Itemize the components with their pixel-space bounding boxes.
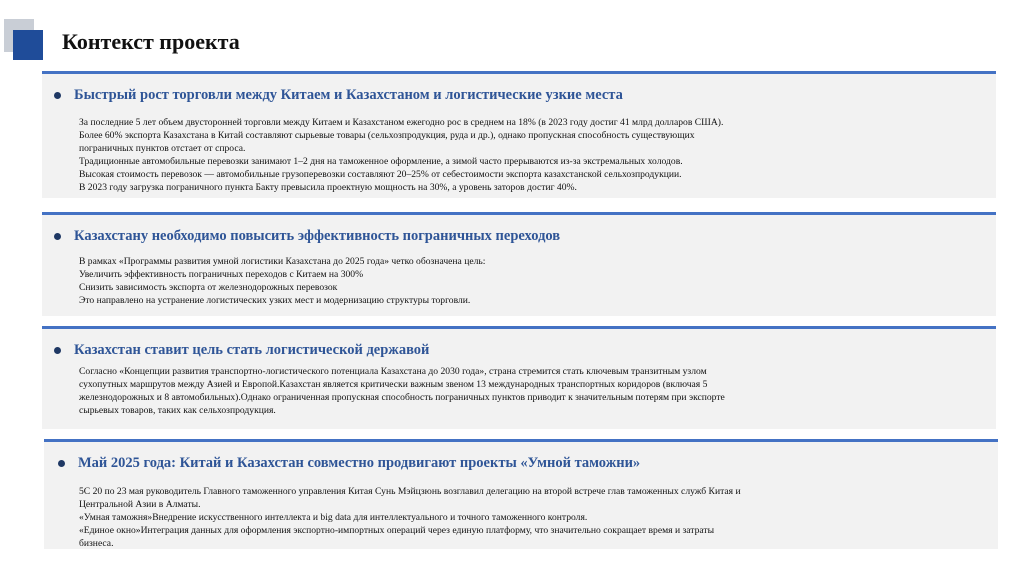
context-card-border-efficiency: [42, 212, 996, 316]
bullet-icon: [54, 92, 61, 99]
bullet-icon: [58, 460, 65, 467]
card-line: Более 60% экспорта Казахстана в Китай составляют сырьевые товары (сельхозпродукция, руда и др.), однако пропускная способность существующих: [79, 130, 695, 141]
card-line: Согласно «Концепции развития транспортно-логистического потенциала Казахстана до 2030 года», страна стремится стать ключевым транзитным узлом: [79, 366, 707, 377]
context-card-smart-customs: [44, 439, 998, 549]
card-line: Снизить зависимость экспорта от железнодорожных перевозок: [79, 282, 338, 293]
logo-square-front: [13, 30, 43, 60]
card-header: [54, 342, 429, 359]
card-line: Традиционные автомобильные перевозки занимают 1–2 дня на таможенное оформление, а зимой часто прерываются из-за экстремальных холодов.: [79, 156, 683, 167]
card-title: Быстрый рост торговли между Китаем и Казахстаном и логистические узкие места: [74, 87, 623, 103]
card-line: Высокая стоимость перевозок — автомобильные грузоперевозки составляют 20–25% от себестоимости экспорта казахстанской сельхозпродукции.: [79, 169, 682, 180]
card-line: Увеличить эффективность пограничных переходов с Китаем на 300%: [79, 269, 364, 280]
card-line: сухопутных маршрутов между Азией и Европой.Казахстан является критически важным звеном 13 международных транспортных коридоров (включая 5: [79, 379, 708, 390]
bullet-icon: [54, 233, 61, 240]
card-title: Май 2025 года: Китай и Казахстан совместно продвигают проекты «Умной таможни»: [78, 455, 641, 471]
bullet-icon: [54, 347, 61, 354]
card-body: [79, 365, 725, 417]
card-body: [79, 116, 723, 194]
card-line: Центральной Азии в Алматы.: [79, 499, 201, 510]
card-line: В 2023 году загрузка пограничного пункта Бакту превысила проектную мощность на 30%, а уровень заторов достиг 40%.: [79, 182, 577, 193]
card-line: За последние 5 лет объем двусторонней торговли между Китаем и Казахстаном ежегодно рос в среднем на 18% (в 2023 году достиг 41 млрд долларов США).: [79, 117, 724, 128]
card-header: [54, 87, 623, 104]
context-card-logistics-power: [42, 326, 996, 429]
card-body: [79, 485, 741, 550]
card-header: [54, 228, 560, 245]
card-line: пограничных пунктов отстает от спроса.: [79, 143, 246, 154]
card-title: Казахстан ставит цель стать логистической державой: [74, 342, 430, 358]
card-line: Это направлено на устранение логистических узких мест и модернизацию структуры торговли.: [79, 295, 471, 306]
card-header: [58, 455, 640, 472]
card-line: «Единое окно»Интеграция данных для оформления экспортно-импортных операций через единую платформу, что значительно сокращает время и затраты: [79, 525, 715, 536]
card-line: В рамках «Программы развития умной логистики Казахстана до 2025 года» четко обозначена цель:: [79, 256, 486, 267]
card-line: «Умная таможня»Внедрение искусственного интеллекта и big data для интеллектуального и точного таможенного контроля.: [79, 512, 588, 523]
card-line: бизнеса.: [79, 538, 114, 549]
card-line: железнодорожных и 8 автомобильных).Однако ограниченная пропускная способность пограничных пунктов приводит к значительным потерям при экспорте: [79, 392, 725, 403]
page-title: Контекст проекта: [62, 29, 240, 54]
context-card-trade-growth: [42, 71, 996, 198]
card-body: [79, 255, 485, 307]
card-line: 5С 20 по 23 мая руководитель Главного таможенного управления Китая Сунь Мэйцзюнь возглавил делегацию на второй встрече глав таможенных служб Китая и: [79, 486, 741, 497]
card-line: сырьевых товаров, таких как сельхозпродукция.: [79, 405, 276, 416]
card-title: Казахстану необходимо повысить эффективность пограничных переходов: [74, 228, 561, 244]
